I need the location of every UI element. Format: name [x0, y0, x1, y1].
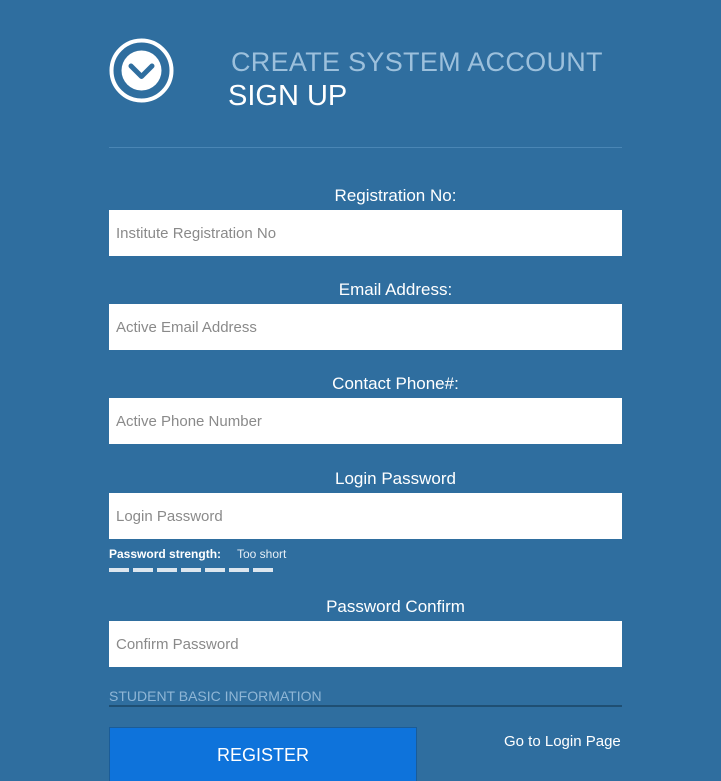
registration-label: Registration No:: [334, 186, 457, 205]
confirm-label: Password Confirm: [326, 597, 465, 616]
password-strength-segment: [253, 568, 273, 572]
login-page-link[interactable]: Go to Login Page: [504, 733, 621, 750]
section-heading: STUDENT BASIC INFORMATION: [109, 688, 622, 707]
email-input[interactable]: [109, 304, 622, 350]
header-divider: [109, 147, 622, 148]
password-strength-segment: [157, 568, 177, 572]
password-strength-segment: [229, 568, 249, 572]
register-button[interactable]: REGISTER: [109, 727, 417, 781]
password-input[interactable]: [109, 493, 622, 539]
email-label: Email Address:: [338, 280, 453, 299]
confirm-password-input[interactable]: [109, 621, 622, 667]
chevron-down-circle-icon: [109, 38, 174, 103]
header-subtitle: CREATE SYSTEM ACCOUNT: [231, 47, 603, 77]
registration-input[interactable]: [109, 210, 622, 256]
password-strength-segment: [205, 568, 225, 572]
phone-input[interactable]: [109, 398, 622, 444]
phone-label: Contact Phone#:: [332, 374, 459, 393]
password-strength-segment: [181, 568, 201, 572]
password-strength-value: Too short: [237, 547, 287, 561]
page-title: SIGN UP: [228, 80, 348, 112]
password-label: Login Password: [335, 469, 456, 488]
password-strength-segment: [109, 568, 129, 572]
password-strength-label: Password strength:: [109, 547, 222, 561]
password-strength-segment: [133, 568, 153, 572]
password-strength-meter: [109, 568, 273, 572]
